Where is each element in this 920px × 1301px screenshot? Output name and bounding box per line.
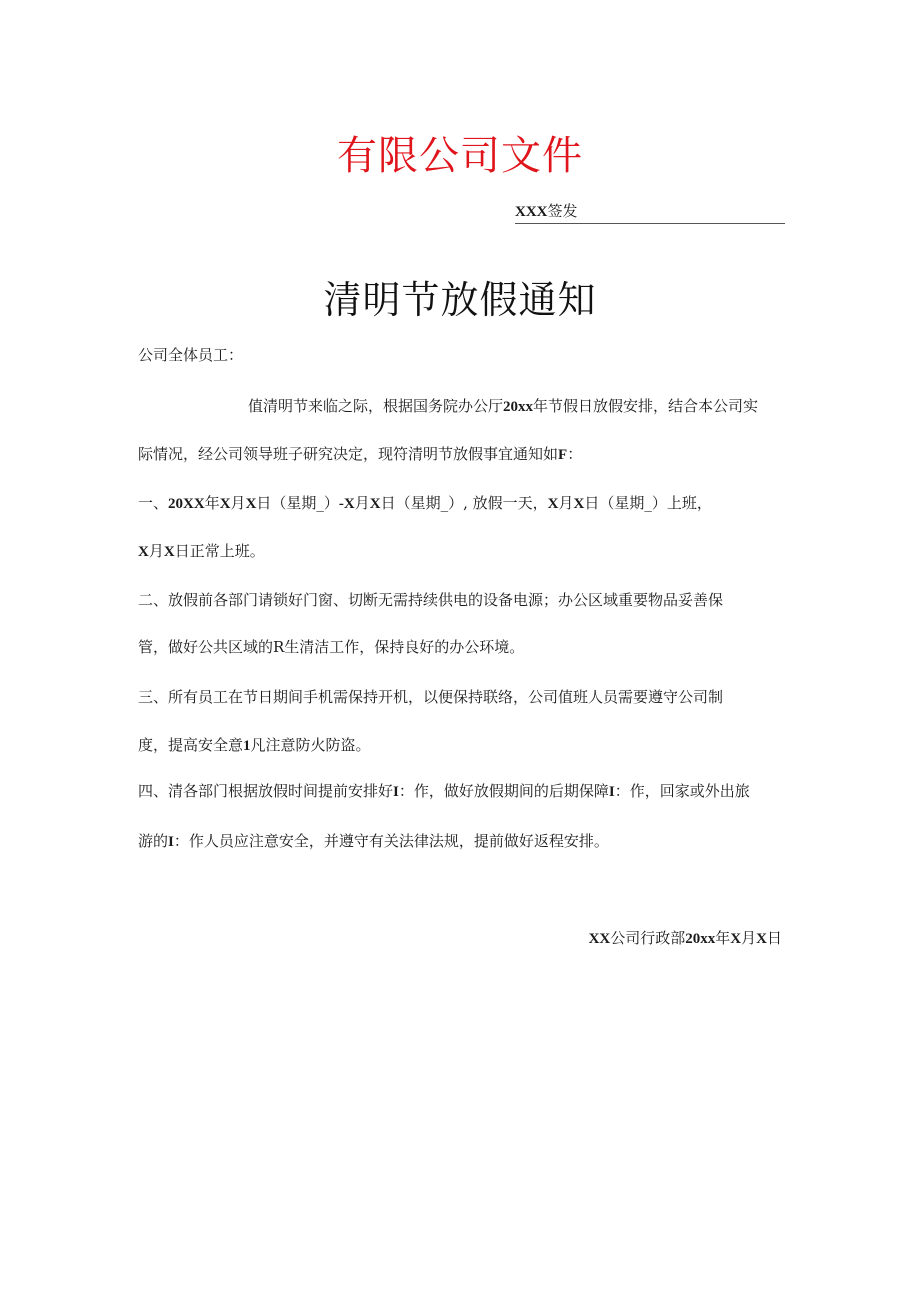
sign-off-bold: X: [730, 931, 742, 947]
item-1-line-2: [138, 541, 265, 562]
item-bold: I: [168, 834, 174, 850]
item-3-line-1: 三、所有员工在节日期间手机需保持开机，以便保持联络，公司值班人员需要遵守公司制: [138, 688, 724, 706]
document-header-title: 有限公司文件: [337, 133, 583, 179]
item-text: 月: [558, 494, 574, 512]
item-bold: 1: [243, 738, 251, 754]
item-3-line-2: [138, 735, 371, 756]
item-text: 游的: [138, 832, 169, 850]
intro-text: 际情况，经公司领导班子研究决定，现符清明节放假事宜通知如: [138, 445, 559, 463]
item-text: 月: [230, 494, 246, 512]
greeting: 公司全体员工：: [138, 346, 244, 364]
signer-name: XXX: [515, 204, 548, 220]
item-2-line-2: 管，做好公共区域的R生清洁工作，保持良好的办公环境。: [138, 638, 525, 656]
sign-off: [589, 928, 782, 949]
item-text: ：作，做好放假期间的后期保障: [398, 782, 609, 800]
intro-line-1: [248, 396, 758, 417]
item-bold: X: [138, 544, 149, 560]
item-text: 度，提高安全意: [138, 736, 244, 754]
notice-title: 清明节放假通知: [323, 278, 597, 322]
intro-text: 值清明节来临之际，根据国务院办公厅: [248, 397, 504, 415]
item-bold: X: [245, 496, 257, 512]
item-text: ：作，回家或外出旅: [614, 782, 750, 800]
intro-text: 年节假日放假安排，结合本公司实: [533, 397, 759, 415]
item-text: 四、清各部门根据放假时间提前安排好: [138, 782, 394, 800]
item-bold: I: [608, 784, 615, 800]
sign-off-bold: 20xx: [685, 931, 716, 947]
item-text: 日（星期_）, 放假一天，: [380, 494, 548, 512]
item-bold: X: [163, 544, 175, 560]
item-bold: X: [547, 496, 559, 512]
intro-text: ：: [567, 445, 583, 463]
item-1-line-1: [138, 493, 712, 514]
item-text: 月: [354, 494, 370, 512]
item-bold: X: [219, 496, 231, 512]
item-2-line-1: 二、放假前各部门请锁好门窗、切断无需持续供电的设备电源；办公区域重要物品妥善保: [138, 591, 724, 609]
sign-off-bold: XX: [588, 931, 611, 947]
intro-bold: F: [558, 447, 568, 463]
signer-line: [515, 201, 785, 224]
item-bold: -X: [338, 496, 355, 512]
item-bold: X: [369, 496, 381, 512]
sign-off-text: 公司行政部: [610, 929, 686, 947]
item-text: 一、: [138, 494, 169, 512]
sign-off-text: 日: [766, 929, 782, 947]
intro-year: 20xx: [503, 399, 534, 415]
sign-off-bold: X: [756, 931, 767, 947]
intro-line-2: [138, 444, 582, 465]
item-text: ：作人员应注意安全，并遵守有关法律法规，提前做好返程安排。: [173, 832, 609, 850]
item-4-line-1: [138, 781, 750, 802]
sign-off-text: 年: [715, 929, 731, 947]
item-4-line-2: [138, 831, 609, 852]
item-text: 日正常上班。: [174, 542, 265, 560]
item-bold: I: [393, 784, 399, 800]
item-bold: 20XX: [168, 496, 205, 512]
item-text: 日（星期_）: [256, 494, 339, 512]
item-text: 凡注意防火防盗。: [250, 736, 371, 754]
item-text: 月: [148, 542, 164, 560]
item-text: 日（星期_）上班，: [584, 494, 712, 512]
item-text: 年: [204, 494, 220, 512]
signer-label: 签发: [547, 202, 578, 220]
item-bold: X: [573, 496, 585, 512]
sign-off-text: 月: [741, 929, 757, 947]
